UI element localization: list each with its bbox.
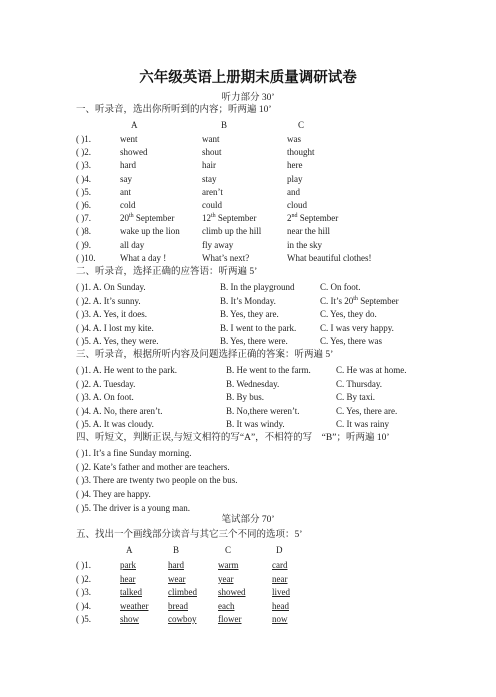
row-number: ( )6. bbox=[76, 200, 91, 210]
option-b: B. Yes, there were. bbox=[220, 336, 288, 346]
option-c: C. On foot. bbox=[320, 282, 361, 292]
option-b: climb up the hill bbox=[202, 226, 262, 237]
question-with-option-a: ( )4. A. No, there aren’t. bbox=[76, 405, 163, 416]
option-c: C. Thursday. bbox=[336, 378, 382, 389]
question-with-option-a: ( )3. A. On foot. bbox=[76, 392, 134, 402]
question-with-option-a: ( )5. A. It was cloudy. bbox=[76, 419, 154, 429]
section-2-heading: 二、听录音，选择正确的应答语：听两遍 5’ bbox=[76, 267, 258, 277]
option-b: B. It was windy. bbox=[226, 419, 285, 429]
option-b: bread bbox=[168, 600, 188, 611]
option-a: show bbox=[120, 614, 140, 624]
option-c: here bbox=[287, 160, 303, 171]
option-a: What a day ! bbox=[120, 252, 167, 263]
option-c: C. It was rainy bbox=[336, 419, 389, 429]
statement: ( )3. There are twenty two people on the bus. bbox=[76, 475, 238, 486]
option-c: was bbox=[287, 134, 301, 144]
row-number: ( )1. bbox=[76, 134, 91, 144]
option-a: all day bbox=[120, 239, 145, 250]
column-header-b: B bbox=[221, 120, 228, 130]
option-d: lived bbox=[272, 587, 290, 597]
row-number: ( )3. bbox=[76, 160, 91, 171]
option-b: cowboy bbox=[168, 614, 197, 624]
option-c: flower bbox=[218, 614, 242, 624]
option-c: each bbox=[218, 600, 235, 611]
option-b: B. Yes, they are. bbox=[220, 309, 279, 319]
option-b: climbed bbox=[168, 587, 197, 597]
option-a: park bbox=[120, 560, 136, 570]
option-c: in the sky bbox=[287, 239, 322, 250]
statement: ( )2. Kate’s father and mother are teachers. bbox=[76, 461, 230, 472]
statement: ( )4. They are happy. bbox=[76, 489, 151, 500]
section-5-heading: 五、找出一个画线部分读音与其它三个不同的选项：5’ bbox=[76, 530, 303, 540]
option-c: C. Yes, there was bbox=[320, 336, 382, 346]
option-a: 20th September bbox=[120, 213, 175, 224]
option-c: What beautiful clothes! bbox=[287, 252, 372, 263]
option-a: talked bbox=[120, 587, 142, 597]
question-with-option-a: ( )1. A. He went to the park. bbox=[76, 365, 177, 375]
option-c: near the hill bbox=[287, 226, 330, 237]
row-number: ( )8. bbox=[76, 226, 91, 237]
row-number: ( )2. bbox=[76, 573, 91, 584]
option-b: could bbox=[202, 200, 222, 210]
statement: ( )1. It’s a fine Sunday morning. bbox=[76, 448, 192, 458]
option-b: aren’t bbox=[202, 186, 223, 197]
column-header-d: D bbox=[276, 545, 283, 555]
option-b: stay bbox=[202, 173, 217, 184]
row-number: ( )4. bbox=[76, 600, 91, 611]
option-b: shout bbox=[202, 147, 222, 158]
option-c: C. It’s 20th September bbox=[320, 295, 399, 306]
option-a: ant bbox=[120, 186, 131, 197]
option-b: What’s next? bbox=[202, 252, 250, 263]
question-with-option-a: ( )3. A. Yes, it does. bbox=[76, 309, 148, 319]
question-with-option-a: ( )1. A. On Sunday. bbox=[76, 282, 146, 292]
option-b: B. Wednesday. bbox=[226, 378, 280, 389]
listening-part-heading: 听力部分 30’ bbox=[221, 93, 275, 103]
option-c: C. By taxi. bbox=[336, 392, 376, 402]
option-a: hear bbox=[120, 573, 136, 584]
option-b: B. It’s Monday. bbox=[220, 295, 276, 306]
option-b: B. By bus. bbox=[226, 392, 265, 402]
section-3-heading: 三、听录音，根据所听内容及问题选择正确的答案：听两遍 5’ bbox=[76, 350, 334, 360]
row-number: ( )4. bbox=[76, 173, 91, 184]
question-with-option-a: ( )2. A. Tuesday. bbox=[76, 378, 136, 389]
column-header-b: B bbox=[173, 545, 180, 555]
section-1-heading: 一、听录音，选出你所听到的内容；听两遍 10’ bbox=[76, 105, 272, 115]
option-b: fly away bbox=[202, 239, 234, 250]
option-c: 2nd September bbox=[287, 213, 339, 224]
option-a: wake up the lion bbox=[120, 226, 180, 237]
row-number: ( )3. bbox=[76, 587, 91, 597]
option-a: showed bbox=[120, 147, 148, 158]
option-c: warm bbox=[218, 560, 239, 570]
row-number: ( )9. bbox=[76, 239, 91, 250]
option-a: hard bbox=[120, 160, 136, 171]
option-b: B. In the playground bbox=[220, 282, 295, 292]
option-a: cold bbox=[120, 200, 136, 210]
option-b: want bbox=[202, 134, 220, 144]
column-header-a: A bbox=[126, 545, 133, 555]
column-header-a: A bbox=[131, 120, 138, 130]
option-b: 12th September bbox=[202, 213, 257, 224]
option-b: wear bbox=[168, 573, 186, 584]
option-c: showed bbox=[218, 587, 246, 597]
written-part-heading: 笔试部分 70’ bbox=[221, 515, 275, 525]
row-number: ( )2. bbox=[76, 147, 91, 158]
column-header-c: C bbox=[298, 120, 305, 130]
option-c: C. Yes, they do. bbox=[320, 309, 377, 319]
row-number: ( )1. bbox=[76, 560, 91, 570]
option-a: weather bbox=[120, 600, 149, 611]
row-number: ( )5. bbox=[76, 614, 91, 624]
option-a: went bbox=[120, 134, 138, 144]
option-c: cloud bbox=[287, 200, 307, 210]
option-d: near bbox=[272, 573, 288, 584]
option-b: B. I went to the park. bbox=[220, 322, 297, 333]
page-title: 六年级英语上册期末质量调研试卷 bbox=[139, 70, 357, 86]
option-d: now bbox=[272, 614, 288, 624]
option-c: thought bbox=[287, 147, 315, 158]
option-b: B. He went to the farm. bbox=[226, 365, 311, 375]
section-4-heading: 四、听短文，判断正误,与短文相符的写“A”，不相符的写 “B”；听两遍 10’ bbox=[76, 433, 390, 443]
row-number: ( )10. bbox=[76, 252, 96, 263]
option-c: and bbox=[287, 186, 300, 197]
option-b: B. No,there weren’t. bbox=[226, 405, 300, 416]
option-c: year bbox=[218, 573, 234, 584]
option-b: hard bbox=[168, 560, 184, 570]
statement: ( )5. The driver is a young man. bbox=[76, 502, 191, 513]
row-number: ( )7. bbox=[76, 213, 91, 224]
question-with-option-a: ( )5. A. Yes, they were. bbox=[76, 336, 159, 346]
option-c: C. He was at home. bbox=[336, 365, 407, 375]
row-number: ( )5. bbox=[76, 186, 91, 197]
option-b: hair bbox=[202, 160, 216, 171]
option-c: play bbox=[287, 173, 303, 184]
option-d: card bbox=[272, 560, 288, 570]
question-with-option-a: ( )2. A. It’s sunny. bbox=[76, 295, 141, 306]
option-c: C. Yes, there are. bbox=[336, 405, 398, 416]
question-with-option-a: ( )4. A. I lost my kite. bbox=[76, 322, 154, 333]
option-c: C. I was very happy. bbox=[320, 322, 394, 333]
option-d: head bbox=[272, 600, 289, 611]
option-a: say bbox=[120, 173, 132, 184]
column-header-c: C bbox=[225, 545, 232, 555]
